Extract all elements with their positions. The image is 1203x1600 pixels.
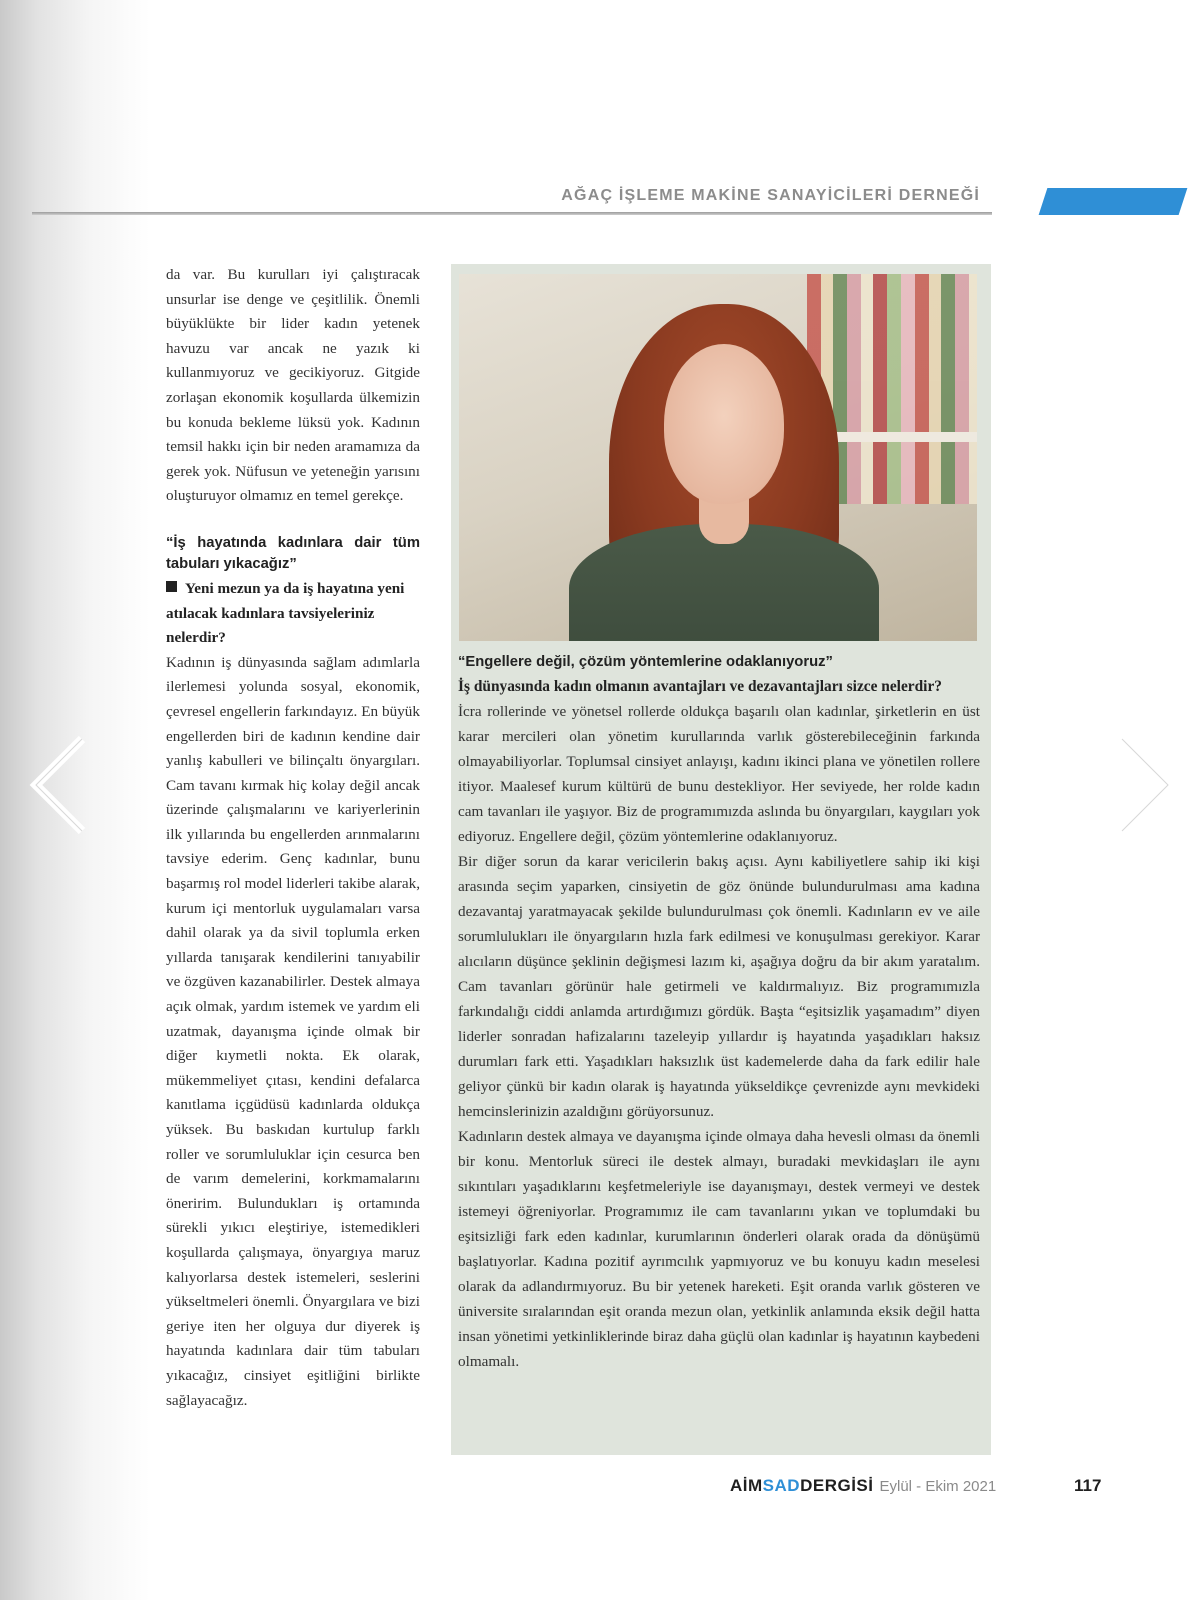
previous-page-button[interactable] (14, 735, 94, 835)
header-accent-tab (1039, 188, 1188, 215)
portrait-face (664, 344, 784, 504)
magazine-name-part-3: DERGİSİ (800, 1476, 874, 1495)
interview-sidebar (451, 264, 991, 1455)
magazine-name-part-1: AİM (730, 1476, 763, 1495)
next-page-button[interactable] (1110, 735, 1190, 835)
sidebar-paragraph-2: Bir diğer sorun da karar vericilerin bakış açısı. Aynı kabiliyetlere sahip iki kişi arasında seçim yaparken, cinsiyetin de göz önünde bulundurulması ama kadına dezavantaj yaratmayacak şekilde bulundurulması çok önemli. Kadınların ev ve aile sorumlulukları ile önyargıların hızla fark edilmesi ve konuşulması gerekiyor. Karar alıcıların düşünce şeklinin değişmesi lazım ki, aşağıya doğru da bir akım yaratalım. Cam tavanları görünür hale getirmeli ve kaldırmalıyız. Biz programımızla farkındalığı ciddi anlamda artırdığımızı gördük. Başta “eşitsizlik yaşamadım” diyen liderler sonradan hafizalarını tazeleyip yıllardır iş hayatında yaşadıkları haksız durumları fark etti. Yaşadıkları haksızlık üst kademelerde daha da fark edilir hale geliyor çünkü bir kadın olarak iş hayatında yükseldikçe çevrenizde aynı mevkideki hemcinslerinizin azaldığını görüyorsunuz. (458, 853, 980, 1120)
header-rule (32, 212, 992, 215)
sidebar-question: İş dünyasında kadın olmanın avantajları ve dezavantajları sizce nelerdir? (458, 678, 942, 695)
sidebar-text (458, 650, 980, 1374)
chevron-left-icon (14, 735, 94, 835)
page-number: 117 (1074, 1476, 1102, 1495)
footer (730, 1476, 1130, 1502)
sidebar-paragraph-3: Kadınların destek almaya ve dayanışma içinde olmaya daha hevesli olması da önemli bir konu. Mentorluk süreci ile destek almayı, buradaki mevkidaşları ile aynı sıkıntıları yaşadıklarını keşfetmeleriyle ise dayanışmayı, destek vermeyi ve destek istemeyi öğreniyorlar. Programımız ile cam tavanlarını yıkan ve toplumdaki bu eşitsizliği fark eden kadınlar, kurumlarının önderleri olarak orada da dönüşümü başlatıyorlar. Kadına pozitif ayrımcılık yapmıyoruz ve bu konuyu kadın meselesi olarak da adlandırmıyoruz. Bu bir yetenek hareketi. Eşit oranda varlık gösteren ve üniversite sıralarından eşit oranda mezun olan, yetkinlik anlamında eksik değil hatta insan yönetimi yetkinliklerinde biraz daha güçlü olan kadınlar iş hayatının kaybedeni olmamalı. (458, 1128, 980, 1370)
magazine-name (730, 1476, 873, 1495)
magazine-name-part-2: SAD (762, 1476, 801, 1495)
intro-paragraph: da var. Bu kurulları iyi çalıştıracak unsurlar ise denge ve çeşitlilik. Önemli büyüklükte bir lider kadın yetenek havuzu var ancak ne yazık ki kullanmıyoruz ve gecikiyoruz. Gitgide zorlaşan ekonomik koşullarda ülkemizin bu konuda bekleme lüksü yok. Kadının temsil hakkı için bir neden aramamıza da gerek yok. Nüfusun ve yeteneğin yarısını oluşturuyor olmamız en temel gerekçe. (166, 266, 420, 505)
header-title: AĞAÇ İŞLEME MAKİNE SANAYİCİLERİ DERNEĞİ (561, 187, 980, 204)
sidebar-paragraph-1: İcra rollerinde ve yönetsel rollerde oldukça başarılı olan kadınlar, şirketlerin en üst karar mercileri olan yönetim kurullarında varlık gösterebileceğinin farkında olmayabiliyorlar. Toplumsal cinsiyet anlayışı, kadını ikinci plana ve yönetilen rollere itiyor. Maalesef kurum kültürü de bunu destekliyor. Her seviyede, her rolde kadın cam tavanları ile yaşıyor. Biz de programımızda aslında bu önyargıları, kaygıları yok ediyoruz. Engellere değil, çözüm yöntemlerine odaklanıyoruz. (458, 703, 980, 845)
portrait-photo (459, 274, 977, 641)
sidebar-subhead: “Engellere değil, çözüm yöntemlerine odaklanıyoruz” (458, 654, 833, 670)
left-question-text: Yeni mezun ya da iş hayatına yeni atılacak kadınlara tavsiyeleriniz nelerdir? (166, 579, 405, 647)
issue-date: Eylül - Ekim 2021 (879, 1478, 997, 1495)
left-answer: Kadının iş dünyasında sağlam adımlarla ilerlemesi yolunda sosyal, ekonomik, çevresel engellerin farkındayız. En büyük engellerden biri de kadının kendine dair yanlış kabulleri ve bilinçaltı önyargıları. Cam tavanı kırmak hiç kolay değil ancak üzerinde çalışmalarını ve kariyerlerinin ilk yıllarında bu engellerden arınmalarını tavsiye ederim. Genç kadınlar, bunu başarmış rol model liderleri takibe alarak, kurum içi mentorluk uygulamaları varsa dahil olarak ya da sivil toplumla erken yıllarda tanışarak kendilerini tanıyabilir ve özgüven kazanabilirler. Destek almaya açık olmak, yardım istemek ve yardım eli uzatmak, dayanışma içinde olmak bir diğer kıymetli nokta. Ek olarak, mükemmeliyet çıtası, kendini defalarca kanıtlama içgüdüsü kadınlarda oldukça yüksek. Bu baskıdan kurtulup farklı roller ve sorumluluklar için cesurca ben de varım demelerini, korkmamalarını öneririm. Bulundukları iş ortamında sürekli yıkıcı eleştiriye, istemedikleri koşullarda çalışmaya, önyargıya maruz kalıyorlarsa destek istemeleri, seslerini yükseltmeleri önemli. Önyargılara ve bizi geriye iten her olguya dur diyerek iş hayatında kadınlara dair tüm tabuları yıkacağız, cinsiyet eşitliğini birlikte sağlayacağız. (166, 653, 420, 1409)
left-question (166, 577, 420, 651)
left-column (166, 263, 420, 1413)
left-subhead: “İş hayatında kadınlara dair tüm tabuları yıkacağız” (166, 534, 420, 572)
square-bullet-icon (166, 581, 177, 592)
chevron-right-icon (1110, 735, 1190, 835)
